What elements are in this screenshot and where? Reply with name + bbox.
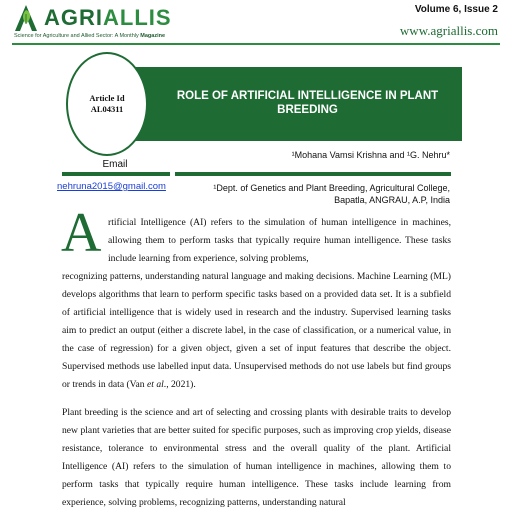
article-id-label: Article Id xyxy=(89,93,125,103)
tagline-text: Science for Agriculture and Allied Sector: A Monthly xyxy=(14,33,139,39)
article-id xyxy=(66,93,148,115)
article-title: ROLE OF ARTIFICIAL INTELLIGENCE IN PLANT BREEDING xyxy=(176,90,439,116)
leaf-logo-icon xyxy=(14,4,38,32)
logo-text-dark: AGRI xyxy=(44,5,103,30)
paragraph-2: Plant breeding is the science and art of selecting and crossing plants with desirable traits to develop new plant varieties that are better suited for specific purposes, such as improving crop yields, disease resistance, tolerance to environmental stress and the overall quality of the plant. Artificial Intelligence (AI) refers to the simulation of human intelligence in machines, allowing them to perform tasks that typically require human intelligence. These tasks include learning from experience, solving problems, recognizing patterns, understanding natural xyxy=(62,407,451,508)
paragraph-1-lead: rtificial Intelligence (AI) refers to the simulation of human intelligence in machines, allowing them to perform tasks that typically require human intelligence. These tasks include learning from experience, solving problems, xyxy=(108,217,451,264)
email-label: Email xyxy=(102,159,128,170)
drop-cap: A xyxy=(61,202,102,264)
article-id-value: AL04311 xyxy=(90,104,124,114)
issue-label: Volume 6, Issue 2 xyxy=(414,4,498,15)
magazine-tagline xyxy=(14,33,165,39)
tagline-emphasis: Magazine xyxy=(140,33,166,39)
author-names: ¹Mohana Vamsi Krishna and ¹G. Nehru* xyxy=(291,150,450,160)
logo-wordmark xyxy=(44,6,172,30)
header-divider xyxy=(12,43,500,45)
paragraph-1 xyxy=(62,268,451,394)
author-email-link[interactable]: nehruna2015@gmail.com xyxy=(57,181,166,192)
magazine-header xyxy=(0,0,512,44)
paragraph-1-text: recognizing patterns, understanding natural language and making decisions. Machine Learning (ML) develops algorithms that learn to perform specific tasks based on a provided data set. It is a subfield of artificial intelligence that is widely used in research and the industry. Supervised learning tasks aim to predict an output (either a discrete label, in the case of classification, or a numerical value, in the case of regression) for a given object, given a set of input features that describe the object. Supervised methods use labelled input data. Unsupervised methods do not use labels but find groups or trends in data (Van xyxy=(62,271,451,390)
author-affiliation: ¹Dept. of Genetics and Plant Breeding, Agricultural College, Bapatla, ANGRAU, A.P, India xyxy=(213,183,450,205)
logo-text-accent: ALLIS xyxy=(103,5,172,30)
email-divider xyxy=(62,172,170,176)
citation-end: ., 2021). xyxy=(163,379,196,390)
website-link[interactable]: www.agriallis.com xyxy=(399,23,498,38)
author-divider xyxy=(175,172,451,176)
citation-etal: et al xyxy=(147,379,164,390)
